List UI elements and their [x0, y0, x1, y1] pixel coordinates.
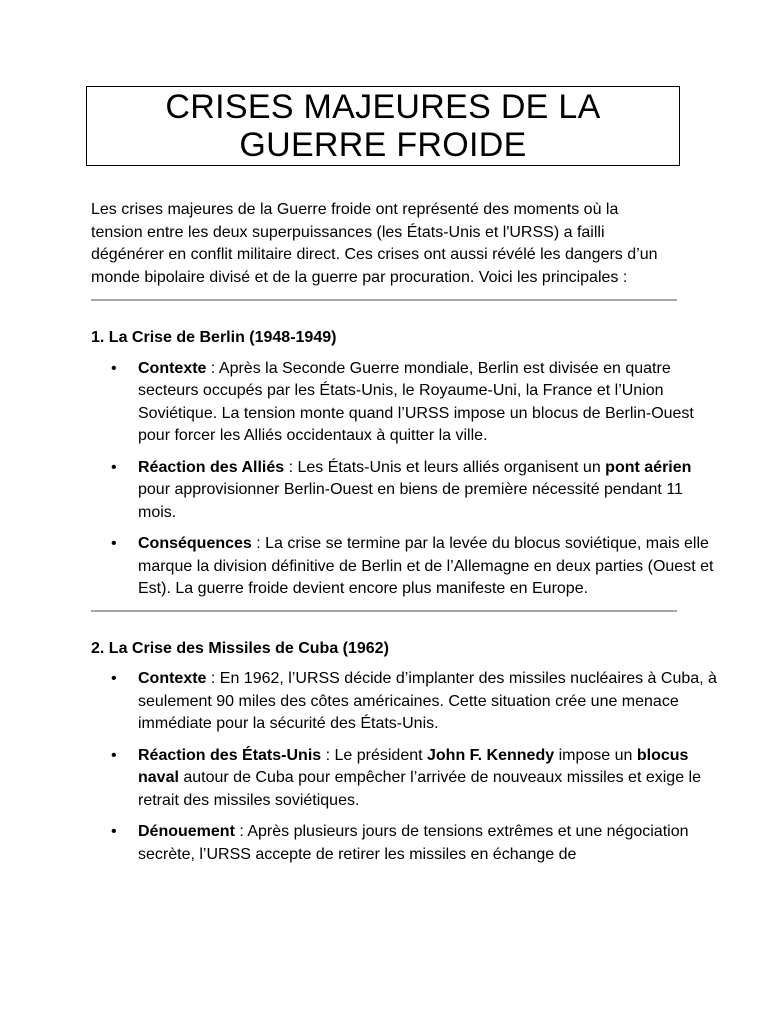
item-label: Contexte: [138, 359, 207, 377]
bullet-list-berlin: [91, 358, 714, 601]
bullet-icon: •: [111, 458, 117, 476]
horizontal-rule: [91, 299, 677, 301]
item-text: : La crise se termine par la levée du blocus soviétique, mais elle marque la division définitive de Berlin et de l’Allemagne en deux parties (Ouest et Est). La guerre froide devient encore plus manifeste en Europe.: [138, 535, 714, 597]
item-text: : En 1962, l’URSS décide d’implanter des missiles nucléaires à Cuba, à seulement 90 miles des côtes américaines. Cette situation crée une menace immédiate pour la sécurité des États-Unis.: [138, 670, 717, 732]
item-text: impose un: [554, 746, 637, 764]
bullet-icon: •: [111, 746, 117, 764]
item-text: : Les États-Unis et leurs alliés organisent un: [284, 458, 606, 476]
title-line-1: CRISES MAJEURES DE LA: [165, 88, 601, 126]
section-heading-cuba: 2. La Crise des Missiles de Cuba (1962): [91, 639, 389, 657]
item-label: Réaction des États-Unis: [138, 746, 322, 764]
item-text: autour de Cuba pour empêcher l’arrivée de nouveaux missiles et exige le retrait des missiles soviétiques.: [138, 769, 701, 809]
list-item: [91, 745, 723, 813]
list-item: [91, 457, 723, 525]
intro-paragraph: Les crises majeures de la Guerre froide ont représenté des moments où la tension entre les deux superpuissances (les États-Unis et l'URSS) a failli dégénérer en conflit militaire direct. Ces crises ont aussi révélé les dangers d’un monde bipolaire divisé et de la guerre par procuration. Voici les principales :: [91, 201, 658, 286]
list-item: [91, 358, 723, 448]
bullet-icon: •: [111, 670, 117, 687]
item-label: Conséquences: [138, 535, 252, 552]
horizontal-rule: [91, 610, 677, 612]
item-text: : Le président: [321, 746, 427, 764]
item-text: pour approvisionner Berlin-Ouest en biens de première nécessité pendant 11 mois.: [138, 481, 683, 521]
list-item: [91, 821, 723, 866]
bullet-icon: •: [111, 823, 117, 840]
bullet-icon: •: [111, 359, 117, 377]
title-box: [86, 86, 680, 166]
bullet-icon: •: [111, 535, 117, 552]
item-text: : Après la Seconde Guerre mondiale, Berlin est divisée en quatre secteurs occupés par les États-Unis, le Royaume-Uni, la France et l’Union Soviétique. La tension monte quand l’URSS impose un blocus de Berlin-Ouest pour forcer les Alliés occidentaux à quitter la ville.: [138, 359, 694, 444]
section-heading-berlin: 1. La Crise de Berlin (1948-1949): [91, 329, 337, 346]
item-emphasis: blocus naval: [138, 746, 689, 786]
title-line-2: GUERRE FROIDE: [239, 126, 527, 164]
item-text: : Après plusieurs jours de tensions extrêmes et une négociation secrète, l’URSS accepte de retirer les missiles en échange de: [138, 823, 689, 863]
item-label: Réaction des Alliés: [138, 458, 285, 476]
bullet-list-cuba: [91, 668, 717, 866]
list-item: [91, 533, 723, 601]
item-label: Dénouement: [138, 823, 235, 840]
list-item: [91, 668, 723, 736]
item-emphasis: John F. Kennedy: [427, 746, 555, 764]
item-emphasis: pont aérien: [605, 458, 692, 476]
item-label: Contexte: [138, 670, 207, 687]
document-body: [91, 199, 717, 875]
